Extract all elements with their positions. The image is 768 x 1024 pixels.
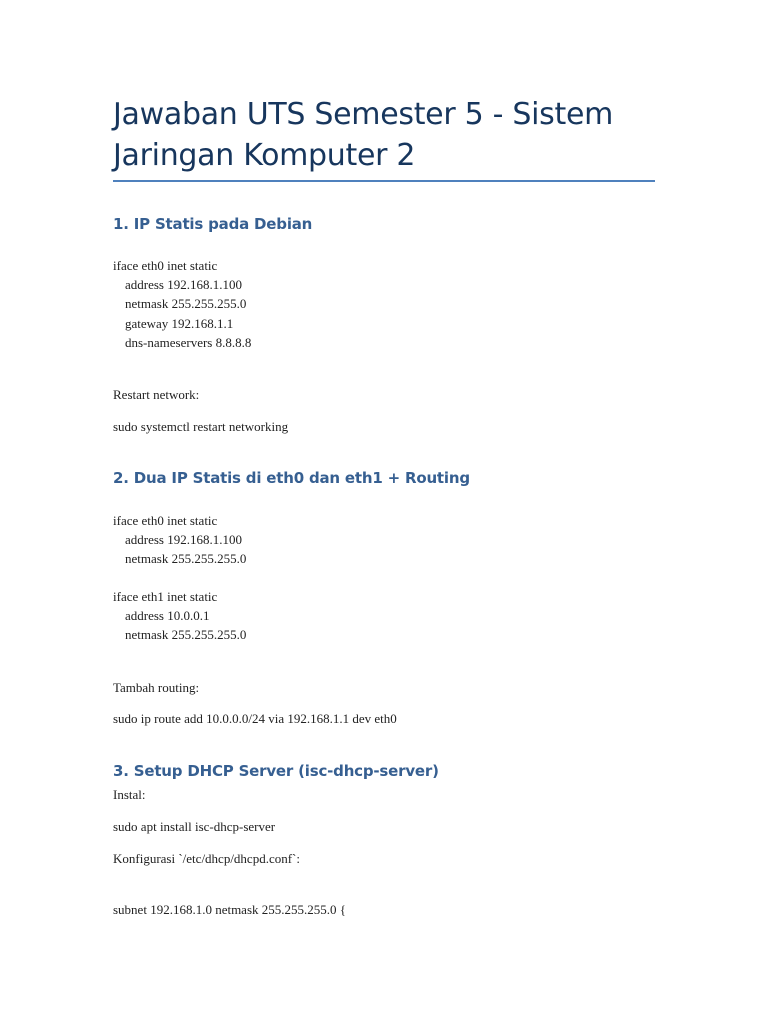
section3-heading: 3. Setup DHCP Server (isc-dhcp-server) [113, 762, 439, 780]
section3-subnet-line: subnet 192.168.1.0 netmask 255.255.255.0 { [113, 902, 347, 917]
section2-eth1-line-3: netmask 255.255.255.0 [125, 627, 247, 642]
section1-restart-command: sudo systemctl restart networking [113, 419, 289, 434]
section1-config-line-4: gateway 192.168.1.1 [125, 316, 234, 331]
document-title-line1: Jawaban UTS Semester 5 - Sistem [113, 97, 614, 132]
section2-routing-label: Tambah routing: [113, 680, 200, 695]
document-title-line2: Jaringan Komputer 2 [113, 138, 416, 173]
document-title [113, 94, 658, 176]
section1-config-line-3: netmask 255.255.255.0 [125, 296, 247, 311]
section2-heading: 2. Dua IP Statis di eth0 dan eth1 + Routing [113, 469, 470, 487]
section2-routing-command: sudo ip route add 10.0.0.0/24 via 192.168.1.1 dev eth0 [113, 711, 397, 726]
section1-config-line-5: dns-nameservers 8.8.8.8 [125, 335, 252, 350]
section1-heading: 1. IP Statis pada Debian [113, 215, 313, 233]
section2-eth1-line-2: address 10.0.0.1 [125, 608, 210, 623]
section1-restart-label: Restart network: [113, 387, 200, 402]
section2-eth0-line-2: address 192.168.1.100 [125, 532, 242, 547]
section3-config-label: Konfigurasi `/etc/dhcp/dhcpd.conf`: [113, 851, 300, 866]
section1-config-line-1: iface eth0 inet static [113, 258, 218, 273]
section3-install-command: sudo apt install isc-dhcp-server [113, 819, 276, 834]
section2-eth1-line-1: iface eth1 inet static [113, 589, 218, 604]
title-underline-rule [113, 180, 655, 182]
section1-config-line-2: address 192.168.1.100 [125, 277, 242, 292]
section2-eth0-line-1: iface eth0 inet static [113, 513, 218, 528]
section3-install-label: Instal: [113, 787, 146, 802]
section2-eth0-line-3: netmask 255.255.255.0 [125, 551, 247, 566]
